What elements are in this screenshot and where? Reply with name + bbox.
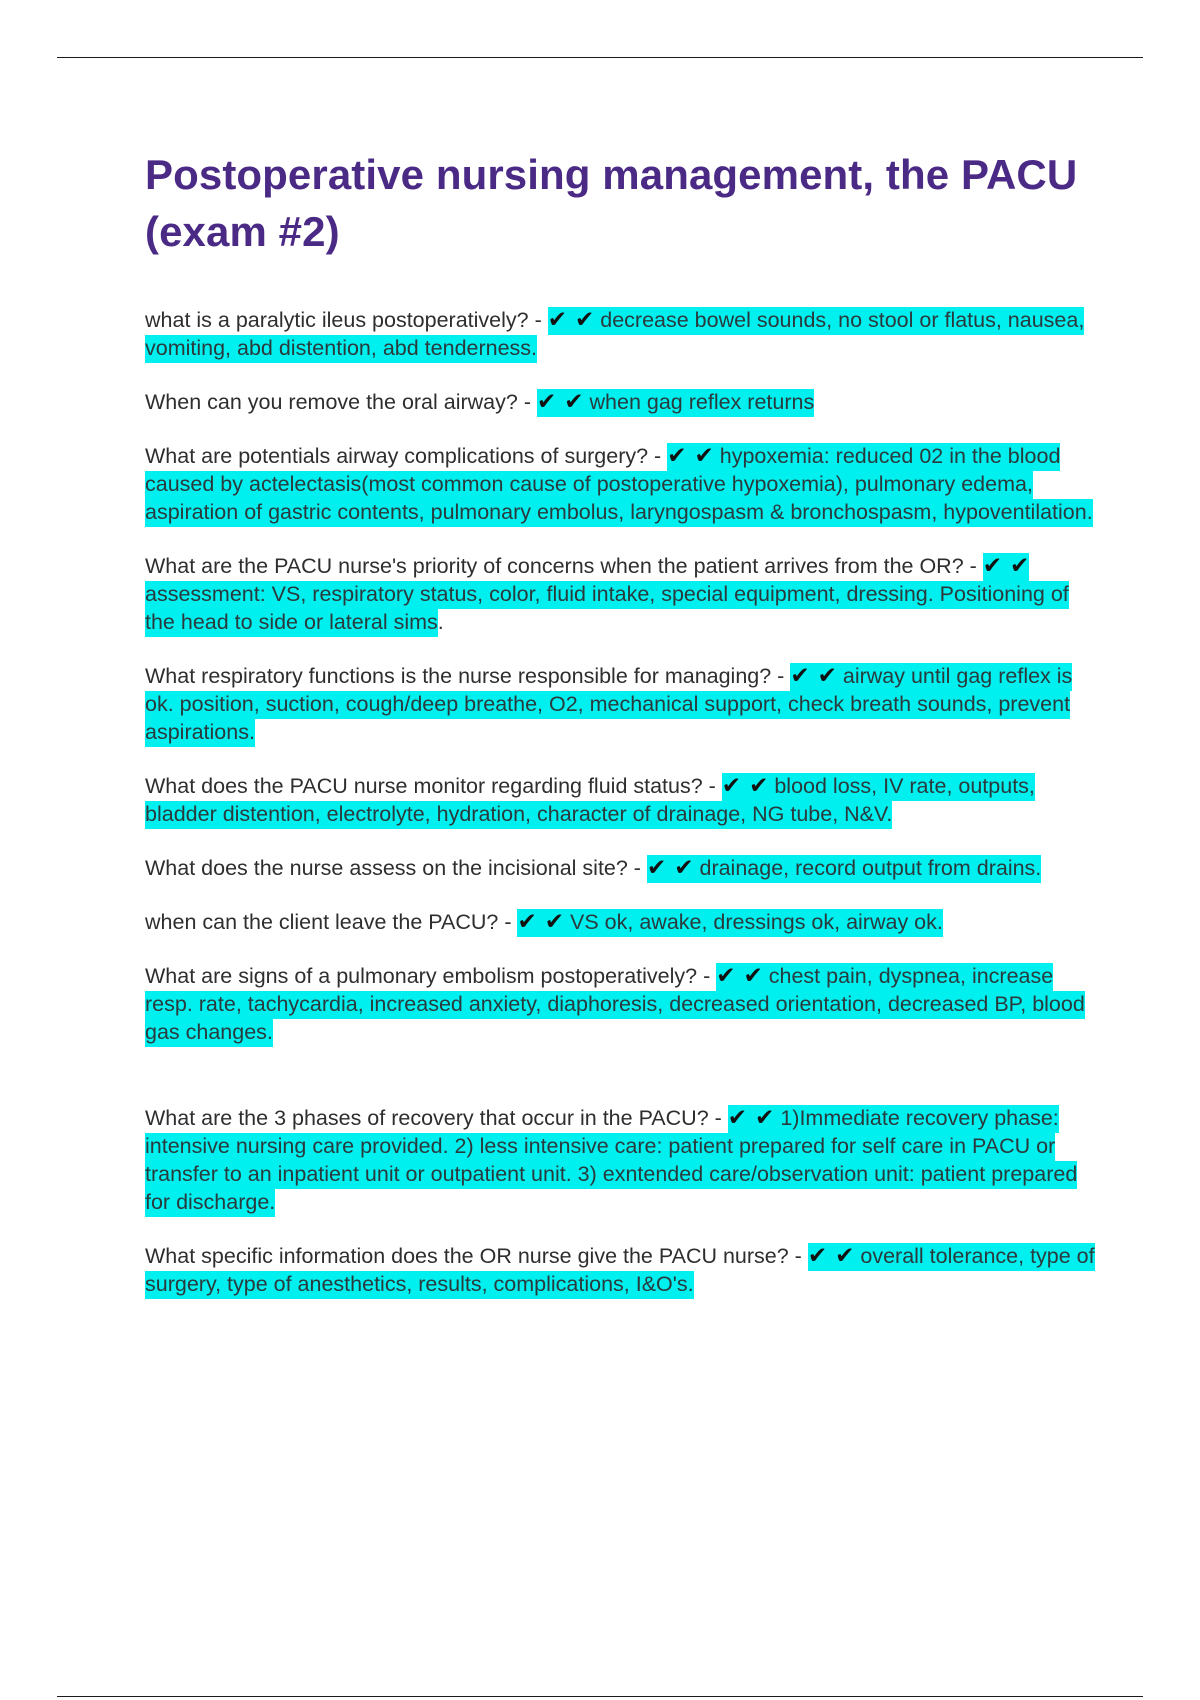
- qa-list: [145, 306, 1095, 1298]
- answer-text: assessment: VS, respiratory status, color, fluid intake, special equipment, dressing. Positioning of the head to side or lateral sims: [145, 582, 1069, 634]
- question-text: What does the PACU nurse monitor regarding fluid status? -: [145, 774, 722, 798]
- qa-item-respiratory-functions: [145, 662, 1095, 746]
- qa-item-oral-airway: [145, 388, 1095, 416]
- bottom-rule: [57, 1696, 1143, 1697]
- qa-item-leave-pacu: [145, 908, 1095, 936]
- answer-text: airway until gag reflex is ok. position, suction, cough/deep breathe, O2, mechanical support, check breath sounds, prevent aspirations.: [145, 664, 1073, 744]
- qa-item-fluid-status: [145, 772, 1095, 828]
- answer-text: when gag reflex returns: [589, 390, 815, 414]
- double-check-icon: ✔ ✔: [646, 855, 694, 881]
- qa-item-paralytic-ileus: [145, 306, 1095, 362]
- question-text: What does the nurse assess on the incisional site? -: [145, 856, 647, 880]
- answer-text: blood loss, IV rate, outputs, bladder distention, electrolyte, hydration, character of drainage, NG tube, N&V.: [145, 774, 1035, 826]
- question-text: what is a paralytic ileus postoperatively? -: [145, 308, 548, 332]
- qa-item-airway-complications: [145, 442, 1095, 526]
- double-check-icon: ✔ ✔: [721, 773, 769, 799]
- double-check-icon: ✔ ✔: [807, 1243, 855, 1269]
- answer-highlight: [517, 909, 942, 937]
- page-title: Postoperative nursing management, the PACU (exam #2): [145, 151, 1078, 255]
- answer-text: VS ok, awake, dressings ok, airway ok.: [570, 910, 943, 934]
- double-check-icon: ✔ ✔: [790, 663, 837, 689]
- answer-text: chest pain, dyspnea, increase resp. rate, tachycardia, increased anxiety, diaphoresis, decreased orientation, decreased BP, blood gas changes.: [145, 964, 1085, 1044]
- question-text: What are potentials airway complications of surgery? -: [145, 444, 668, 468]
- double-check-icon: ✔ ✔: [517, 909, 565, 935]
- answer-highlight: [537, 389, 814, 417]
- answer-text: overall tolerance, type of surgery, type of anesthetics, results, complications, I&O's.: [145, 1244, 1095, 1296]
- answer-text: hypoxemia: reduced 02 in the blood caused by actelectasis(most common cause of postoperative hypoxemia), pulmonary edema, aspiration of gastric contents, pulmonary embolus, laryngospasm & bronchospasm, hypoventilation.: [145, 444, 1093, 524]
- top-rule: [57, 57, 1143, 58]
- double-check-icon: ✔ ✔: [727, 1105, 775, 1131]
- double-check-icon: ✔ ✔: [716, 963, 763, 989]
- qa-item-pulmonary-embolism: [145, 962, 1095, 1046]
- double-check-icon: ✔ ✔: [982, 553, 1030, 579]
- answer-text: drainage, record output from drains.: [699, 856, 1042, 880]
- answer-highlight: [647, 855, 1041, 883]
- question-text: What are signs of a pulmonary embolism postoperatively? -: [145, 964, 717, 988]
- question-text: What respiratory functions is the nurse responsible for managing? -: [145, 664, 791, 688]
- answer-tail: .: [437, 610, 444, 634]
- double-check-icon: ✔ ✔: [667, 443, 714, 469]
- question-text: What are the 3 phases of recovery that occur in the PACU? -: [145, 1106, 728, 1130]
- answer-text: 1)Immediate recovery phase: intensive nursing care provided. 2) less intensive care: patient prepared for self care in PACU or transfer to an inpatient unit or outpatient unit. 3) exntended care/observation unit: patient prepared for discharge.: [145, 1106, 1078, 1214]
- double-check-icon: ✔ ✔: [547, 307, 595, 333]
- question-text: When can you remove the oral airway? -: [145, 390, 537, 414]
- question-text: What are the PACU nurse's priority of concerns when the patient arrives from the OR? -: [145, 554, 983, 578]
- answer-text: decrease bowel sounds, no stool or flatus, nausea, vomiting, abd distention, abd tenderness.: [145, 308, 1085, 360]
- qa-item-recovery-phases: [145, 1104, 1095, 1216]
- qa-item-pacu-priority: [145, 552, 1095, 636]
- double-check-icon: ✔ ✔: [536, 389, 584, 415]
- qa-item-incisional-site: [145, 854, 1095, 882]
- document-body: [145, 146, 1095, 1324]
- qa-item-or-handoff: [145, 1242, 1095, 1298]
- question-text: What specific information does the OR nurse give the PACU nurse? -: [145, 1244, 808, 1268]
- question-text: when can the client leave the PACU? -: [145, 910, 518, 934]
